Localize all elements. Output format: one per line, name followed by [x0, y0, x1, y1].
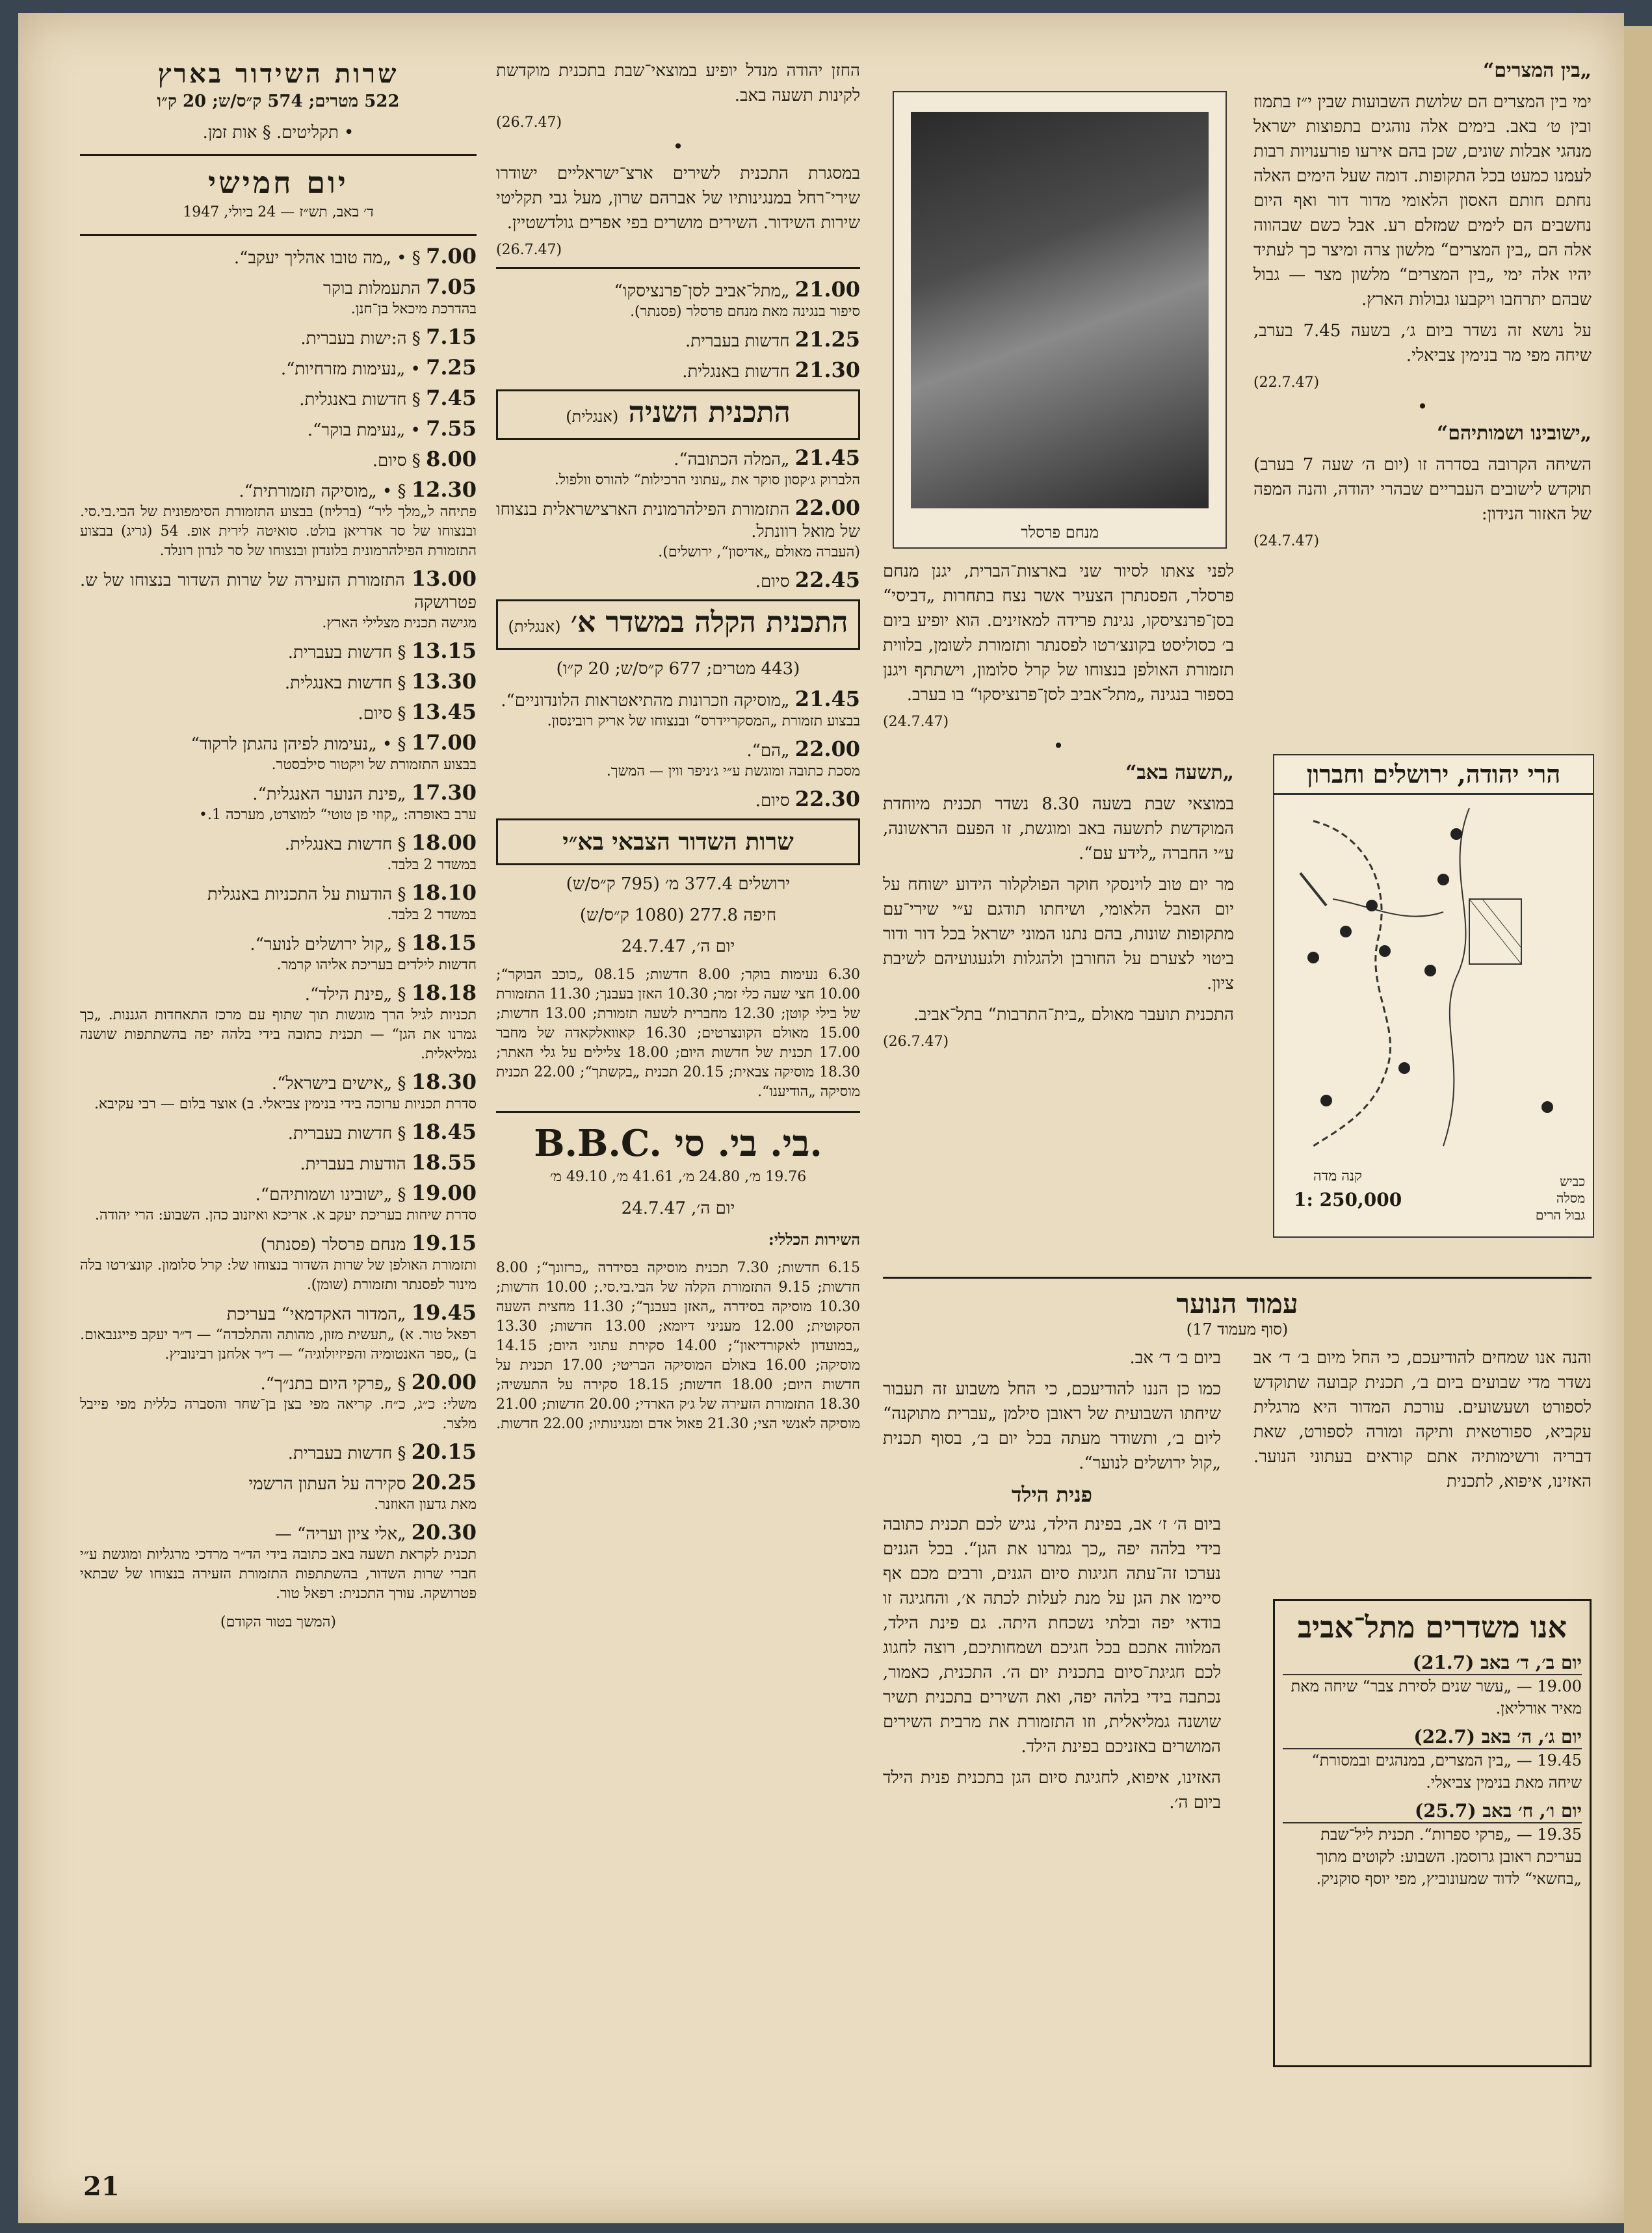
- article-date: (22.7.47): [1253, 374, 1320, 391]
- notice-date: (26.7.47): [496, 242, 562, 258]
- army-date: יום ה׳, 24.7.47: [621, 937, 735, 956]
- schedule-item: 13.00 התזמורת הזעירה של שרות השדור בנצוחו של ש. פטרושקה מגישה תכנית מצלילי הארץ.: [80, 566, 477, 631]
- youth-title: עמוד הנוער: [1176, 1288, 1298, 1320]
- schedule-item: 21.45 „המלה הכתובה“. הלברוק ג׳קסון סוקר את „עתוני הרכילות“ להורס וולפול.: [554, 445, 860, 488]
- schedule-item: 21.45 „מוסיקה וזכרונות מהתיאטראות הלונדוניים“. בבצוע תזמורת „המסקריידרס“ ובנצוחו של אריק רובינסון.: [501, 686, 860, 729]
- divider: [80, 234, 477, 236]
- schedule-item: 13.15 § חדשות בעברית.: [287, 638, 477, 663]
- schedule-item: 7.25 • „נעימות מזרחיות“.: [280, 355, 477, 380]
- schedule-item: 22.00 התזמורת הפילהרמונית הארצישראלית בנצוחו של מואל רוונתל. (העברה מאולם „אדיסון“, ירושלים).: [496, 495, 860, 560]
- article-body: ימי בין המצרים הם שלושת השבועות שבין י״ז בתמוז ובין ט׳ באב. בימים אלה נוהגים בתפוצות ישראל מנהגי אבלות שונים, שכן בהם אירעו פורענויות רבות לעמנו כמעט בכל התקופות. דומה שעל הימים האלה נחתם חותם האסון הלאומי מדור דור ואף היום נחשבים הם לימים שמזלם רע. אבל כשם שבהווה אלה הם „בין המצרים“ מלשון צרה ומיצר כך לעתיד יהיו אלה ימי „בין המצרים“ מלשון מצר — גבול שבהם יתרחבו ויקבעו גבולות הארץ.: [1253, 92, 1592, 309]
- army-radio-title: שרות השדור הצבאי בא״י: [496, 818, 860, 865]
- portrait-photo: [893, 91, 1227, 549]
- column-3: [496, 59, 860, 1441]
- tlv-item: 19.35 — „פרקי ספרות“. תכנית ליל־שבת בעריכת ראובן גרוסמן. השבוע: לקוטים מתוך „בחשאי“ לדוד שמעונוביץ, מפי יוסף סוקניק.: [1316, 1825, 1582, 1888]
- column-2: [883, 559, 1234, 1055]
- notice: החזן יהודה מנדל יופיע במוצאי־שבת בתכנית מוקדשת לקינות תשעה באב.: [496, 61, 860, 105]
- separator-dot: •: [1417, 396, 1428, 417]
- bbc-title: B.B.C. בי. בי. סי.: [534, 1122, 822, 1165]
- youth-right-column: [1253, 1346, 1592, 1500]
- article-title: „בין המצרים“: [1482, 59, 1592, 82]
- portrait-image: [911, 112, 1209, 508]
- youth-paragraph: האזינו, איפוא, לחגיגת סיום הגן בתכנית פנית הילד ביום ה׳.: [883, 1768, 1221, 1812]
- schedule-item: 22.00 „הם“. מסכת כתובה ומוגשת ע״י ג׳ניפר ווין — המשך.: [606, 737, 860, 779]
- schedule-item: 17.30 „פינת הנוער האנגלית“. ערב באופרה: „קוזי פן טוטי“ למוצרט, מערכה 1.•: [199, 780, 477, 823]
- article-body: על נושא זה נשדר ביום ג׳, בשעה 7.45 בערב, שיחה מפי מר בנימין צביאלי.: [1253, 321, 1592, 365]
- schedule-item: 7.05 התעמלות בוקר בהדרכת מיכאל בן־חנן.: [323, 274, 477, 317]
- separator-dot: •: [672, 136, 684, 157]
- tlv-title: אנו משדרים מתל־אביב: [1298, 1610, 1567, 1645]
- tlv-day: יום ב׳, ד׳ באב (21.7): [1283, 1652, 1582, 1675]
- schedule-item: 18.45 § חדשות בעברית.: [287, 1119, 477, 1144]
- tel-aviv-box: [1273, 1599, 1592, 2067]
- bbc-freq: 19.76 מ׳, 24.80 מ׳, 41.61 מ׳, 49.10 מ׳: [549, 1169, 807, 1185]
- tlv-day: יום ג׳, ה׳ באב (22.7): [1283, 1726, 1582, 1749]
- schedule-item: 7.15 § ה:ישות בעברית.: [300, 324, 477, 349]
- youth-paragraph: כמו כן הננו להודיעכם, כי החל משבוע זה תעבור שיחתו השבועית של ראובן סילמן „עברית מתוקנה“ ליום ב׳, ותשודר מעתה בכל יום ב׳, בסוף תכנית „קול ירושלים לנוער“.: [883, 1379, 1221, 1473]
- youth-paragraph: ביום ה׳ ז׳ אב, בפינת הילד, נגיש לכם תכנית כתובה בידי בלהה יפה „כך גמרנו את הגן“. בכל הגנים נערכו זה־עתה חגיגות סיום הגנים, ורבים מכם אף סיימו את הגן על מנת לעלות לכתה א׳, והחגיגה זו בודאי יפה ובלתי נשכחת היתה. גם פינת הילד, המלווה אתכם בכל חגיכם ושמחותיכם, רוצה לחגוג לכם חגיגת־סיום בתכנית יום ה׳. התכנית, כאמור, נכתבה בידי בלהה יפה, ואת השירים בתכנית תשיר שושנה גמליאלית, וזו התזמורת את מרבית השירים המושרים באזניכם בפינת הילד.: [883, 1515, 1221, 1756]
- schedule-item: 19.00 § „ישובינו ושמותיהם“. סדרת שיחות בעריכת יעקב א. אריכא ואיזנוב כהן. השבוע: הרי יהודה.: [95, 1181, 477, 1223]
- day-date: ד׳ באב, תש״ז — 24 ביולי, 1947: [183, 204, 374, 220]
- article-body: לפני צאתו לסיור שני בארצות־הברית, יגנן מנחם פרסלר, הפסנתרן הצעיר אשר נצח בתחרות „דביסי“ בסן־פרנציסקו, נגינת פרידה למאזינים. הוא יופיע ביום ב׳ כסוליסט בקונצ׳רטו לפסנתר ותזמורת לשומן, בלווית תזמורת האולפן בנצוחו של קרל סלומון, וישתתף ויגנן בספור בנגינה „מתל־אביב לסן־פרנציסקו“ בו בערב.: [883, 562, 1234, 705]
- legend-item: כביש: [1560, 1173, 1585, 1189]
- continued-note: (המשך בטור הקודם): [220, 1614, 336, 1630]
- schedule-list-1: [496, 278, 860, 383]
- army-schedule: 6.30 נעימות בוקר; 8.00 חדשות; 08.15 „כוכב הבוקר“; 10.00 חצי שעה כלי זמר; 10.30 האזן בעבנך; 11.30 התזמורת של בילי קוטן; 12.30 מחברית לשעה תזמורת; 13.00 חדשות; 15.00 מאולם הקונצרטים; 16.30 קאוואלקאדה של מחבר 17.00 תכנית של חדשות היום; 18.00 צלילים על גלי האתר; 18.30 מוסיקה צבאית; 20.15 תכנית „בקשתך“; 22.00 תכנית מוסיקה „הודיענו“.: [496, 967, 861, 1100]
- legend-item: גבול הרים: [1535, 1207, 1585, 1223]
- schedule-item: 13.45 § סיום.: [358, 699, 477, 724]
- box-subtitle: (443 מטרים; 677 ק״ס/ש; 20 ק״ו): [556, 659, 800, 679]
- column-1: [1253, 59, 1592, 555]
- schedule-item: 18.10 § הודעות על התכניות באנגלית במשדר 2 בלבד.: [207, 880, 477, 923]
- page-number: 21: [83, 2171, 120, 2202]
- schedule-item: 20.15 § חדשות בעברית.: [287, 1439, 477, 1464]
- schedule-item: 18.00 § חדשות באנגלית. במשדר 2 בלבד.: [284, 830, 477, 873]
- youth-left-column: [883, 1346, 1221, 1822]
- masthead-line: 522 מטרים; 574 ק״ס/ש; 20 ק״ו: [157, 92, 400, 111]
- youth-paragraph: ביום ב׳ ד׳ אב.: [1129, 1348, 1221, 1368]
- schedule-item: 7.00 § • „מה טובו אהליך יעקב“.: [233, 244, 477, 268]
- schedule-item: 12.30 § • „מוסיקה תזמורתית“. פתיחה ל„מלך ליר“ (ברליוז) בבצוע התזמורת הסימפונית של הבי.בי.סי. ובנצוחו של סר אדריאן בולט. סואיטה לירית אופ. 54 (גריג) בבצוע התזמורת הפילהרמונית בלונדון ובנצוחו של סר לנדון רונלד.: [80, 477, 477, 559]
- photo-caption: מנחם פרסלר: [1021, 523, 1099, 542]
- map-legend: [1536, 1173, 1585, 1223]
- book-spine-edge: [1624, 26, 1652, 2233]
- divider: [496, 1111, 860, 1113]
- tlv-day: יום ו׳, ח׳ באב (25.7): [1283, 1800, 1582, 1823]
- schedule-item: 18.55 הודעות בעברית.: [300, 1150, 477, 1175]
- divider: [496, 267, 860, 269]
- schedule-item: 18.30 § „אישים בישראל“. סדרת תכניות ערוכה בידי בנימין צביאלי. ב) אוצר בלום — רבי עקיבא.: [94, 1069, 477, 1112]
- legend-item: מסלה: [1556, 1190, 1585, 1206]
- schedule-item: 19.15 מנחם פרסלר (פסנתר) ותזמורת האולפן של שרות השדור בנצוחו של: קרל סלומון. קונצ׳רטו בלה מינור לפסנתר ותזמורת (שומן).: [80, 1231, 477, 1293]
- schedule-list-2: [496, 447, 860, 593]
- article-title: „ישובינו ושמותיהם“: [1436, 422, 1592, 445]
- schedule-item: 13.30 § חדשות באנגלית.: [284, 669, 477, 694]
- schedule-item: 17.00 § • „נעימות לפיהן נהגתן לרקוד“ בבצוע התזמורת של ויקטור סילבסטר.: [190, 730, 477, 773]
- column-4: [80, 59, 477, 1641]
- divider: [883, 1277, 1592, 1279]
- divider: [80, 154, 477, 156]
- schedule-item: 19.45 „המדור האקדמאי“ בעריכת רפאל טור. א) „תעשית מזון, מהותה והתלכדה“ — ד״ר יעקב פייגנבאום. ב) „ספר האנטומיה והפיזיולוגיה“ — ד״ר אלחנן רבינוביץ.: [80, 1300, 477, 1363]
- article-title: „תשעה באב“: [1125, 761, 1234, 784]
- program-box-title: התכנית הקלה במשדר א׳ (אנגלית): [496, 599, 860, 650]
- tlv-item: 19.00 — „עשר שנים לסירת צבר“ שיחה מאת מאיר אורליאן.: [1291, 1677, 1582, 1717]
- schedule-list-3: [496, 688, 860, 812]
- newspaper-page: [18, 13, 1624, 2223]
- schedule-item: 21.30 חדשות באנגלית.: [682, 358, 860, 382]
- map-title: הרי יהודה, ירושלים וחברון: [1274, 755, 1593, 795]
- day-title: יום חמישי: [208, 165, 348, 200]
- youth-paragraph: והנה אנו שמחים להודיעכם, כי החל מיום ב׳ ד׳ אב נשדר מדי שבועים ביום ב׳, תכנית קבועה שתוקדש לספורט ושעשועים. עורכת המדור היא מרגלית עקביא, ספורטאית ותיקה ומורה לספורט, שאת דבריה ורשימותיה אתם קוראים בעתוני הנוער. האזינו, איפוא, לתכנית: [1253, 1348, 1592, 1491]
- schedule-item: 21.00 „מתל־אביב לסן־פרנציסקו“ סיפור בנגינה מאת מנחם פרסלר (פסנתר).: [614, 277, 860, 320]
- map-drawing: [1274, 795, 1593, 1159]
- schedule-item: 7.55 • „נעימת בוקר“.: [307, 416, 477, 441]
- notice: במסגרת התכנית לשירים ארצ־ישראליים ישודרו שירי־רחל במנגינותיו של אברהם שרון, מעל גבי תקליטי שירות השידור. השירים מושרים בפי אפרים גולדשטיין.: [496, 164, 860, 233]
- main-schedule: [80, 245, 477, 1604]
- program-box-title: התכנית השניה (אנגלית): [496, 389, 860, 440]
- tlv-item: 19.45 — „בין המצרים, במנהגים ובמסורת“ שיחה מאת בנימין צביאלי.: [1311, 1751, 1582, 1792]
- bbc-subtitle: השירות הכללי:: [768, 1230, 860, 1249]
- article-date: (26.7.47): [883, 1034, 949, 1050]
- article-date: (24.7.47): [1253, 533, 1320, 549]
- schedule-item: 22.30 סיום.: [755, 787, 860, 811]
- schedule-item: 22.45 סיום.: [755, 568, 860, 592]
- article-date: (24.7.47): [883, 714, 949, 730]
- article-body: השיחה הקרובה בסדרה זו (יום ה׳ שעה 7 בערב) תוקדש לישובים העבריים שבהרי יהודה, והנה המפה של האזור הנידון:: [1253, 455, 1592, 524]
- youth-subhead: פנית הילד: [1011, 1482, 1092, 1507]
- map-scale: 1: 250,000: [1294, 1189, 1402, 1210]
- schedule-item: 20.30 „אלי ציון ועריה“ — תכנית לקראת תשעה באב כתובה בידי הד״ר מרדכי מרגליות ומוגשת ע״י חברי שרות השדור, בהשתתפות התזמורת הזעירה בנצוחו של שבתאי פטרושקה. עורך התכנית: רפאל טור.: [80, 1520, 477, 1602]
- article-body: מר יום טוב לוינסקי חוקר הפולקלור הידוע ישוחח על יום האבל הלאומי, ושיחתו תודגם ע״י שירי־עם מתקופות שונות, בהם נתנו המוני ישראל בכל דור ודור ביטוי לצערם על החורבן ולהגלות ולגעגועיהם לשיבת ציון.: [883, 875, 1234, 993]
- schedule-item: 20.00 § „פרקי היום בתנ״ך“. משלי: כ״ג, כ״ח. קריאה מפי בצן בן־שחר והסברה כללית מפי פייבל מלצר.: [80, 1370, 477, 1432]
- notice-date: (26.7.47): [496, 114, 562, 131]
- schedule-item: 20.25 סקירה על העתון הרשמי מאת גדעון האוזנר.: [248, 1470, 477, 1513]
- bbc-date: יום ה׳, 24.7.47: [621, 1199, 735, 1218]
- separator-dot: •: [1053, 735, 1064, 757]
- schedule-item: 21.25 חדשות בעברית.: [685, 327, 860, 352]
- article-body: במוצאי שבת בשעה 8.30 נשדר תכנית מיוחדת המוקדשת לתשעה באב ומוגשת, זו הפעם הראשונה, ע״י החברה „לידע עם“.: [883, 794, 1234, 863]
- army-freq: ירושלים 377.4 מ׳ (795 ק״ס/ש): [566, 874, 791, 894]
- schedule-item: 8.00 § סיום.: [372, 447, 477, 471]
- schedule-item: 18.18 § „פינת הילד“. תכניות לגיל הרך מוגשות תוך שתוף עם מרכז התאחדות הגננות. „כך גמרנו את הגן“ — תכנית כתובה בידי בלהה יפה בהשתתפות שושנה גמליאלית.: [80, 980, 477, 1062]
- schedule-item: 18.15 § „קול ירושלים לנוער“. חדשות לילדים בעריכת אליהו קרמר.: [250, 930, 477, 973]
- masthead-line: • תקליטים. § אות זמן.: [202, 123, 354, 142]
- army-freq: חיפה 277.8 (1080 ק״ס/ש): [579, 906, 777, 925]
- bbc-schedule: 6.15 חדשות; 7.30 תכנית מוסיקה בסידרה „כרזונך“; 8.00 חדשות; 9.15 התזמורת הקלה של הבי.בי.סי.; 10.00 חדשות; 10.30 מוסיקה בסידרה „האזן בעבנך“; 11.30 מחצית השעה הסקוטית; 12.00 מעניני דיומא; 13.00 חדשות; 13.30 „במועדון לאקורדיאון“; 14.00 סקירת עתוני היום; 14.15 מוסיקה; 16.00 באולם המוסיקה הבריטי; 17.00 תכנית על חדשות היום; 18.00 חדשות; 18.15 סקירה על התעשיה; 18.30 התזמורת הזעירה של ג׳ק הארדי; 20.00 חדשות; 21.00 מוסיקה לאנשי הצי; 21.30 פאול אדם ומנגינותיו; 22.00 חדשות.: [496, 1260, 861, 1432]
- judea-map: [1273, 754, 1594, 1238]
- article-body: התכנית תועבר מאולם „בית־התרבות“ בתל־אביב.: [913, 1005, 1234, 1025]
- masthead-title: שרות השידור בארץ: [157, 59, 399, 89]
- schedule-item: 7.45 § חדשות באנגלית.: [299, 385, 477, 410]
- map-scale-label: קנה מדה: [1313, 1168, 1362, 1184]
- youth-subtitle: (סוף מעמוד 17): [1186, 1320, 1289, 1338]
